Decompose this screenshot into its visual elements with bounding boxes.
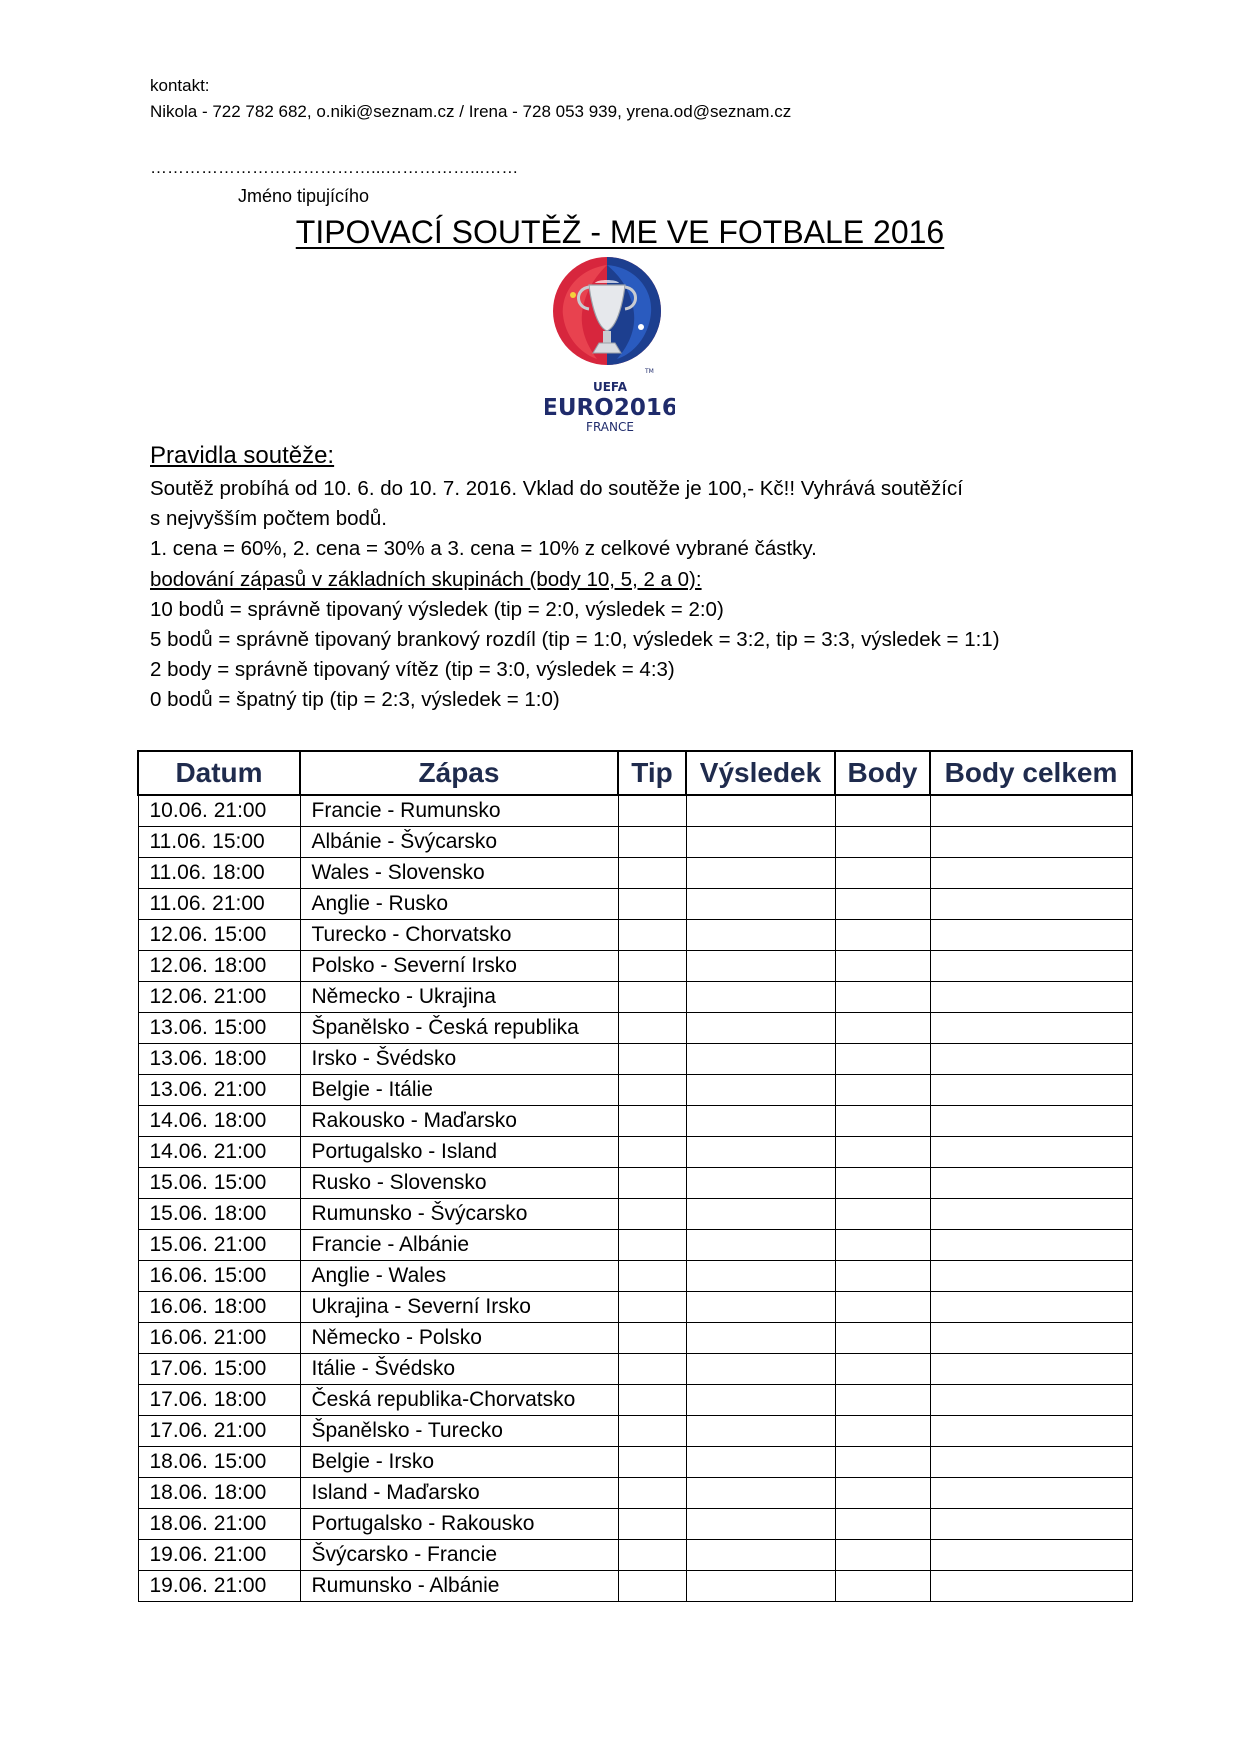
match-cell: Rumunsko - Švýcarsko <box>300 1199 618 1230</box>
date-cell: 18.06. 15:00 <box>138 1447 300 1478</box>
svg-text:TM: TM <box>645 368 654 375</box>
table-row <box>138 920 1132 951</box>
points-cell[interactable] <box>835 982 930 1013</box>
tip-cell[interactable] <box>618 1137 686 1168</box>
total-points-cell[interactable] <box>930 1075 1132 1106</box>
points-cell[interactable] <box>835 1044 930 1075</box>
result-cell[interactable] <box>686 1354 835 1385</box>
tip-cell[interactable] <box>618 889 686 920</box>
points-cell[interactable] <box>835 1354 930 1385</box>
match-cell: Francie - Albánie <box>300 1230 618 1261</box>
euro-trophy-icon <box>545 255 675 445</box>
result-cell[interactable] <box>686 920 835 951</box>
match-cell: Španělsko - Turecko <box>300 1416 618 1447</box>
total-points-cell[interactable] <box>930 951 1132 982</box>
points-cell[interactable] <box>835 951 930 982</box>
match-cell: Anglie - Rusko <box>300 889 618 920</box>
table-row <box>138 858 1132 889</box>
date-cell: 16.06. 18:00 <box>138 1292 300 1323</box>
match-cell: Ukrajina - Severní Irsko <box>300 1292 618 1323</box>
match-cell: Wales - Slovensko <box>300 858 618 889</box>
date-cell: 18.06. 18:00 <box>138 1478 300 1509</box>
name-label: Jméno tipujícího <box>238 186 370 206</box>
points-cell[interactable] <box>835 1013 930 1044</box>
table-row <box>138 1013 1132 1044</box>
match-cell: Portugalsko - Island <box>300 1137 618 1168</box>
date-cell: 17.06. 18:00 <box>138 1385 300 1416</box>
tip-cell[interactable] <box>618 1447 686 1478</box>
match-cell: Polsko - Severní Irsko <box>300 951 618 982</box>
total-points-cell[interactable] <box>930 1168 1132 1199</box>
result-cell[interactable] <box>686 1137 835 1168</box>
column-header-date: Datum <box>138 751 300 795</box>
result-cell[interactable] <box>686 1044 835 1075</box>
tip-cell[interactable] <box>618 1323 686 1354</box>
title-text: TIPOVACÍ SOUTĚŽ - ME VE FOTBALE 2016 <box>295 214 945 250</box>
name-blank-line: …………………………………...……………...…… <box>150 158 519 177</box>
tip-cell[interactable] <box>618 1013 686 1044</box>
matches-table <box>137 750 1133 1602</box>
date-cell: 14.06. 18:00 <box>138 1106 300 1137</box>
tip-cell[interactable] <box>618 1230 686 1261</box>
match-cell: Francie - Rumunsko <box>300 795 618 827</box>
table-row <box>138 1292 1132 1323</box>
table-row <box>138 1416 1132 1447</box>
date-cell: 11.06. 21:00 <box>138 889 300 920</box>
scoring-line: 0 bodů = špatný tip (tip = 2:3, výsledek = 1:0) <box>150 688 560 712</box>
points-cell[interactable] <box>835 1168 930 1199</box>
total-points-cell[interactable] <box>930 1571 1132 1602</box>
points-cell[interactable] <box>835 1323 930 1354</box>
result-cell[interactable] <box>686 827 835 858</box>
table-row <box>138 1447 1132 1478</box>
points-cell[interactable] <box>835 1075 930 1106</box>
tip-cell[interactable] <box>618 1075 686 1106</box>
table-row <box>138 1540 1132 1571</box>
match-cell: Španělsko - Česká republika <box>300 1013 618 1044</box>
total-points-cell[interactable] <box>930 1137 1132 1168</box>
match-cell: Rumunsko - Albánie <box>300 1571 618 1602</box>
column-header-points: Body <box>835 751 930 795</box>
total-points-cell[interactable] <box>930 1106 1132 1137</box>
result-cell[interactable] <box>686 1168 835 1199</box>
scoring-line: 10 bodů = správně tipovaný výsledek (tip = 2:0, výsledek = 2:0) <box>150 597 724 621</box>
table-row <box>138 1478 1132 1509</box>
table-row <box>138 795 1132 827</box>
date-cell: 10.06. 21:00 <box>138 795 300 827</box>
table-row <box>138 1230 1132 1261</box>
match-cell: Itálie - Švédsko <box>300 1354 618 1385</box>
total-points-cell[interactable] <box>930 1354 1132 1385</box>
table-row <box>138 1168 1132 1199</box>
match-cell: Anglie - Wales <box>300 1261 618 1292</box>
points-cell[interactable] <box>835 1416 930 1447</box>
date-cell: 14.06. 21:00 <box>138 1137 300 1168</box>
rules-heading: Pravidla soutěže: <box>150 442 335 469</box>
table-header-row <box>138 751 1132 795</box>
date-cell: 12.06. 21:00 <box>138 982 300 1013</box>
points-cell[interactable] <box>835 1106 930 1137</box>
points-cell[interactable] <box>835 858 930 889</box>
rules-section <box>150 440 1130 716</box>
result-cell[interactable] <box>686 858 835 889</box>
date-cell: 12.06. 15:00 <box>138 920 300 951</box>
total-points-cell[interactable] <box>930 1261 1132 1292</box>
total-points-cell[interactable] <box>930 920 1132 951</box>
result-cell[interactable] <box>686 1571 835 1602</box>
date-cell: 15.06. 21:00 <box>138 1230 300 1261</box>
date-cell: 11.06. 18:00 <box>138 858 300 889</box>
date-cell: 13.06. 15:00 <box>138 1013 300 1044</box>
result-cell[interactable] <box>686 1385 835 1416</box>
tip-cell[interactable] <box>618 1478 686 1509</box>
table-row <box>138 982 1132 1013</box>
table-row <box>138 1354 1132 1385</box>
tip-cell[interactable] <box>618 1261 686 1292</box>
total-points-cell[interactable] <box>930 827 1132 858</box>
svg-text:EURO2016: EURO2016 <box>545 395 675 421</box>
date-cell: 15.06. 18:00 <box>138 1199 300 1230</box>
date-cell: 17.06. 15:00 <box>138 1354 300 1385</box>
total-points-cell[interactable] <box>930 1540 1132 1571</box>
points-cell[interactable] <box>835 1137 930 1168</box>
table-row <box>138 951 1132 982</box>
result-cell[interactable] <box>686 1447 835 1478</box>
total-points-cell[interactable] <box>930 1230 1132 1261</box>
total-points-cell[interactable] <box>930 1323 1132 1354</box>
points-cell[interactable] <box>835 1478 930 1509</box>
result-cell[interactable] <box>686 1230 835 1261</box>
match-cell: Portugalsko - Rakousko <box>300 1509 618 1540</box>
match-cell: Německo - Polsko <box>300 1323 618 1354</box>
page-title <box>0 214 1240 251</box>
result-cell[interactable] <box>686 889 835 920</box>
date-cell: 13.06. 21:00 <box>138 1075 300 1106</box>
total-points-cell[interactable] <box>930 1385 1132 1416</box>
table-row <box>138 1385 1132 1416</box>
total-points-cell[interactable] <box>930 1478 1132 1509</box>
points-cell[interactable] <box>835 795 930 827</box>
tip-cell[interactable] <box>618 1292 686 1323</box>
match-cell: Rakousko - Maďarsko <box>300 1106 618 1137</box>
match-cell: Švýcarsko - Francie <box>300 1540 618 1571</box>
total-points-cell[interactable] <box>930 858 1132 889</box>
points-cell[interactable] <box>835 827 930 858</box>
contact-info: Nikola - 722 782 682, o.niki@seznam.cz / Irena - 728 053 939, yrena.od@seznam.cz <box>150 102 792 121</box>
column-header-result: Výsledek <box>686 751 835 795</box>
result-cell[interactable] <box>686 1292 835 1323</box>
match-cell: Belgie - Itálie <box>300 1075 618 1106</box>
points-cell[interactable] <box>835 1230 930 1261</box>
scoring-line: 5 bodů = správně tipovaný brankový rozdíl (tip = 1:0, výsledek = 3:2, tip = 3:3, výsledek = 1:1) <box>150 628 1000 652</box>
tip-cell[interactable] <box>618 1416 686 1447</box>
svg-text:UEFA: UEFA <box>592 380 628 394</box>
table-row <box>138 1044 1132 1075</box>
result-cell[interactable] <box>686 982 835 1013</box>
total-points-cell[interactable] <box>930 1013 1132 1044</box>
total-points-cell[interactable] <box>930 1416 1132 1447</box>
table-row <box>138 827 1132 858</box>
total-points-cell[interactable] <box>930 795 1132 827</box>
table-row <box>138 1199 1132 1230</box>
tip-cell[interactable] <box>618 795 686 827</box>
tip-cell[interactable] <box>618 1540 686 1571</box>
tip-cell[interactable] <box>618 1044 686 1075</box>
contact-label: kontakt: <box>150 76 210 95</box>
result-cell[interactable] <box>686 1323 835 1354</box>
date-cell: 11.06. 15:00 <box>138 827 300 858</box>
points-cell[interactable] <box>835 889 930 920</box>
tip-cell[interactable] <box>618 1168 686 1199</box>
tip-cell[interactable] <box>618 1571 686 1602</box>
date-cell: 17.06. 21:00 <box>138 1416 300 1447</box>
date-cell: 12.06. 18:00 <box>138 951 300 982</box>
points-cell[interactable] <box>835 1447 930 1478</box>
result-cell[interactable] <box>686 1261 835 1292</box>
match-cell: Turecko - Chorvatsko <box>300 920 618 951</box>
tip-cell[interactable] <box>618 858 686 889</box>
table-row <box>138 1571 1132 1602</box>
points-cell[interactable] <box>835 1540 930 1571</box>
total-points-cell[interactable] <box>930 1044 1132 1075</box>
column-header-match: Zápas <box>300 751 618 795</box>
total-points-cell[interactable] <box>930 1447 1132 1478</box>
column-header-total-points: Body celkem <box>930 751 1132 795</box>
date-cell: 16.06. 21:00 <box>138 1323 300 1354</box>
scoring-heading: bodování zápasů v základních skupinách (body 10, 5, 2 a 0): <box>150 567 702 591</box>
points-cell[interactable] <box>835 1571 930 1602</box>
tip-cell[interactable] <box>618 1106 686 1137</box>
result-cell[interactable] <box>686 1199 835 1230</box>
date-cell: 19.06. 21:00 <box>138 1571 300 1602</box>
match-cell: Česká republika-Chorvatsko <box>300 1385 618 1416</box>
match-cell: Island - Maďarsko <box>300 1478 618 1509</box>
table-body <box>138 795 1132 1602</box>
result-cell[interactable] <box>686 1540 835 1571</box>
total-points-cell[interactable] <box>930 1292 1132 1323</box>
tip-cell[interactable] <box>618 1199 686 1230</box>
table-row <box>138 1509 1132 1540</box>
match-cell: Rusko - Slovensko <box>300 1168 618 1199</box>
points-cell[interactable] <box>835 1199 930 1230</box>
result-cell[interactable] <box>686 951 835 982</box>
date-cell: 18.06. 21:00 <box>138 1509 300 1540</box>
tip-cell[interactable] <box>618 982 686 1013</box>
date-cell: 19.06. 21:00 <box>138 1540 300 1571</box>
points-cell[interactable] <box>835 1385 930 1416</box>
table-row <box>138 1075 1132 1106</box>
table-row <box>138 1137 1132 1168</box>
match-cell: Německo - Ukrajina <box>300 982 618 1013</box>
table-row <box>138 1261 1132 1292</box>
date-cell: 13.06. 18:00 <box>138 1044 300 1075</box>
result-cell[interactable] <box>686 1478 835 1509</box>
points-cell[interactable] <box>835 920 930 951</box>
rules-line: 1. cena = 60%, 2. cena = 30% a 3. cena = 10% z celkové vybrané částky. <box>150 537 817 561</box>
total-points-cell[interactable] <box>930 1199 1132 1230</box>
tip-cell[interactable] <box>618 827 686 858</box>
tip-cell[interactable] <box>618 951 686 982</box>
match-cell: Belgie - Irsko <box>300 1447 618 1478</box>
result-cell[interactable] <box>686 1509 835 1540</box>
total-points-cell[interactable] <box>930 889 1132 920</box>
table-row <box>138 1106 1132 1137</box>
column-header-tip: Tip <box>618 751 686 795</box>
rules-line: Soutěž probíhá od 10. 6. do 10. 7. 2016. Vklad do soutěže je 100,- Kč!! Vyhrává soutěžící <box>150 477 963 500</box>
result-cell[interactable] <box>686 1075 835 1106</box>
table-row <box>138 1323 1132 1354</box>
total-points-cell[interactable] <box>930 982 1132 1013</box>
euro-2016-logo <box>545 255 675 445</box>
date-cell: 15.06. 15:00 <box>138 1168 300 1199</box>
result-cell[interactable] <box>686 1106 835 1137</box>
table-row <box>138 889 1132 920</box>
points-cell[interactable] <box>835 1292 930 1323</box>
match-cell: Albánie - Švýcarsko <box>300 827 618 858</box>
result-cell[interactable] <box>686 795 835 827</box>
result-cell[interactable] <box>686 1013 835 1044</box>
date-cell: 16.06. 15:00 <box>138 1261 300 1292</box>
scoring-line: 2 body = správně tipovaný vítěz (tip = 3:0, výsledek = 4:3) <box>150 658 675 682</box>
svg-text:FRANCE: FRANCE <box>586 420 634 434</box>
result-cell[interactable] <box>686 1416 835 1447</box>
tip-cell[interactable] <box>618 920 686 951</box>
tip-cell[interactable] <box>618 1385 686 1416</box>
rules-line: s nejvyšším počtem bodů. <box>150 507 387 531</box>
points-cell[interactable] <box>835 1261 930 1292</box>
match-cell: Irsko - Švédsko <box>300 1044 618 1075</box>
tip-cell[interactable] <box>618 1509 686 1540</box>
tip-cell[interactable] <box>618 1354 686 1385</box>
total-points-cell[interactable] <box>930 1509 1132 1540</box>
points-cell[interactable] <box>835 1509 930 1540</box>
